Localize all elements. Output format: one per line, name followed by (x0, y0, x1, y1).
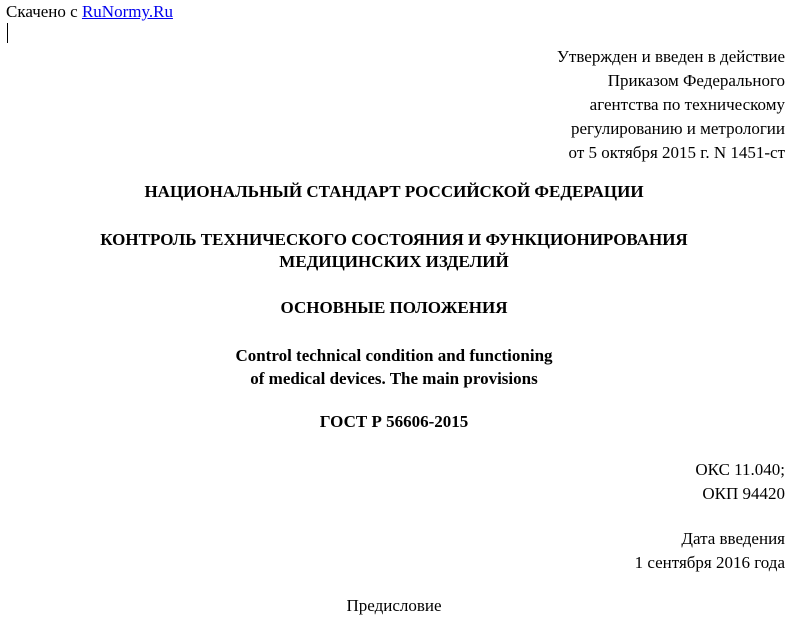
english-title-line-1: Control technical condition and functioning (235, 346, 553, 365)
standard-title-line-1: КОНТРОЛЬ ТЕХНИЧЕСКОГО СОСТОЯНИЯ И ФУНКЦИОНИРОВАНИЯ (100, 230, 688, 249)
intro-date-block (635, 527, 785, 575)
intro-date-value: 1 сентября 2016 года (634, 553, 785, 572)
approval-line-5: от 5 октября 2015 г. N 1451-ст (568, 143, 785, 162)
section-heading: Предисловие (346, 596, 442, 615)
approval-line-1: Утвержден и введен в действие (556, 47, 785, 66)
standard-subtitle: ОСНОВНЫЕ ПОЛОЖЕНИЯ (280, 298, 508, 317)
oks-code: ОКС 11.040; (695, 460, 785, 479)
approval-line-2: Приказом Федерального (607, 71, 785, 90)
okp-code: ОКП 94420 (702, 484, 785, 503)
classification-block (695, 458, 785, 506)
approval-line-3: агентства по техническому (589, 95, 785, 114)
source-link[interactable]: RuNormy.Ru (81, 2, 173, 21)
standard-title-line-2: МЕДИЦИНСКИХ ИЗДЕЛИЙ (279, 252, 509, 271)
source-prefix: Скачено с (6, 2, 82, 21)
standard-heading: НАЦИОНАЛЬНЫЙ СТАНДАРТ РОССИЙСКОЙ ФЕДЕРАЦИИ (144, 182, 644, 201)
approval-block (557, 45, 785, 165)
intro-date-label: Дата введения (681, 529, 785, 548)
text-cursor (7, 23, 8, 43)
approval-line-4: регулированию и метрологии (570, 119, 785, 138)
standard-title (0, 229, 788, 273)
english-title-line-2: of medical devices. The main provisions (250, 369, 538, 388)
english-title (0, 344, 788, 390)
standard-code: ГОСТ Р 56606-2015 (319, 412, 469, 431)
source-line (6, 2, 173, 22)
